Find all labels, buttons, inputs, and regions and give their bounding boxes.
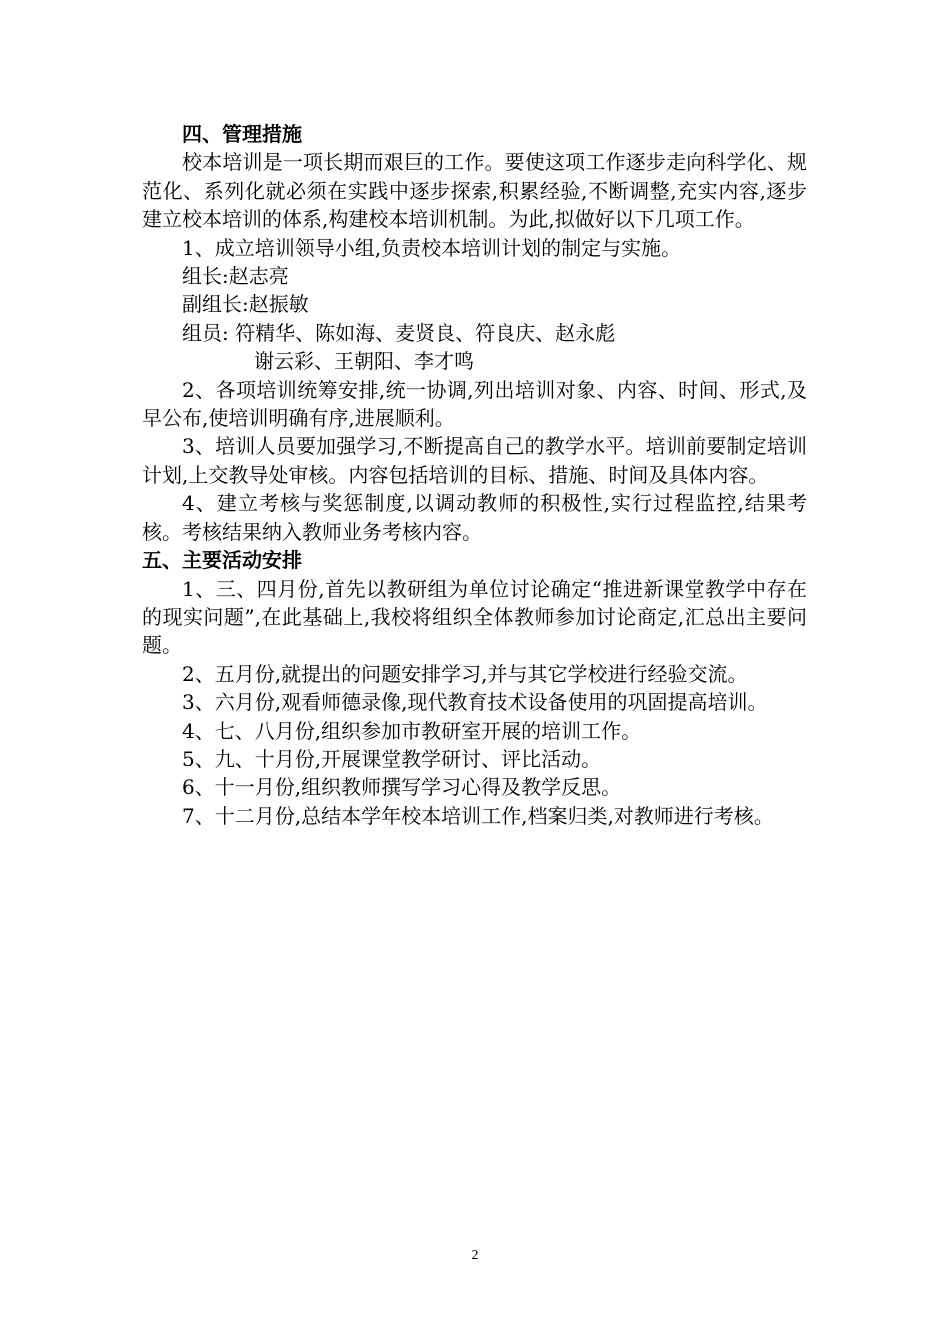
page-number: 2: [471, 1248, 479, 1263]
leader-line: 组长:赵志亮: [182, 264, 289, 289]
members-line: 组员: 符精华、陈如海、麦贤良、符良庆、赵永彪: [182, 320, 616, 345]
section5-item-1: 1、三、四月份,首先以教研组为单位讨论确定“推进新课堂教学中存在的现实问题”,在此基础上,我校将组织全体教师参加讨论商定,汇总出主要问题。: [142, 576, 807, 658]
section5-heading: 五、主要活动安排: [142, 548, 302, 573]
document-page: [142, 120, 807, 830]
section5-item-7: 7、十二月份,总结本学年校本培训工作,档案归类,对教师进行考核。: [182, 803, 774, 828]
section4-item-4: 4、建立考核与奖惩制度,以调动教师的积极性,实行过程监控,结果考核。考核结果纳入教师业务考核内容。: [142, 491, 807, 544]
members-line-continued: 谢云彩、王朝阳、李才鸣: [254, 349, 474, 374]
section4-item-3: 3、培训人员要加强学习,不断提高自己的教学水平。培训前要制定培训计划,上交教导处审核。内容包括培训的目标、措施、时间及具体内容。: [142, 434, 807, 487]
section4-intro: 校本培训是一项长期而艰巨的工作。要使这项工作逐步走向科学化、规范化、系列化就必须在实践中逐步探索,积累经验,不断调整,充实内容,逐步建立校本培训的体系,构建校本培训机制。为此,拟做好以下几项工作。: [142, 150, 807, 232]
section5-item-4: 4、七、八月份,组织参加市教研室开展的培训工作。: [182, 718, 642, 743]
section5-item-5: 5、九、十月份,开展课堂教学研讨、评比活动。: [182, 746, 602, 771]
section4-item-2: 2、各项培训统筹安排,统一协调,列出培训对象、内容、时间、形式,及早公布,使培训明确有序,进展顺利。: [142, 377, 807, 431]
section4-heading: 四、管理措施: [182, 122, 302, 146]
section5-item-3: 3、六月份,观看师德录像,现代教育技术设备使用的巩固提高培训。: [182, 690, 768, 715]
section5-item-2: 2、五月份,就提出的问题安排学习,并与其它学校进行经验交流。: [182, 661, 748, 686]
section5-item-6: 6、十一月份,组织教师撰写学习心得及教学反思。: [182, 775, 622, 800]
vice-leader-line: 副组长:赵振敏: [182, 292, 309, 317]
section4-item-1: 1、成立培训领导小组,负责校本培训计划的制定与实施。: [182, 235, 682, 260]
